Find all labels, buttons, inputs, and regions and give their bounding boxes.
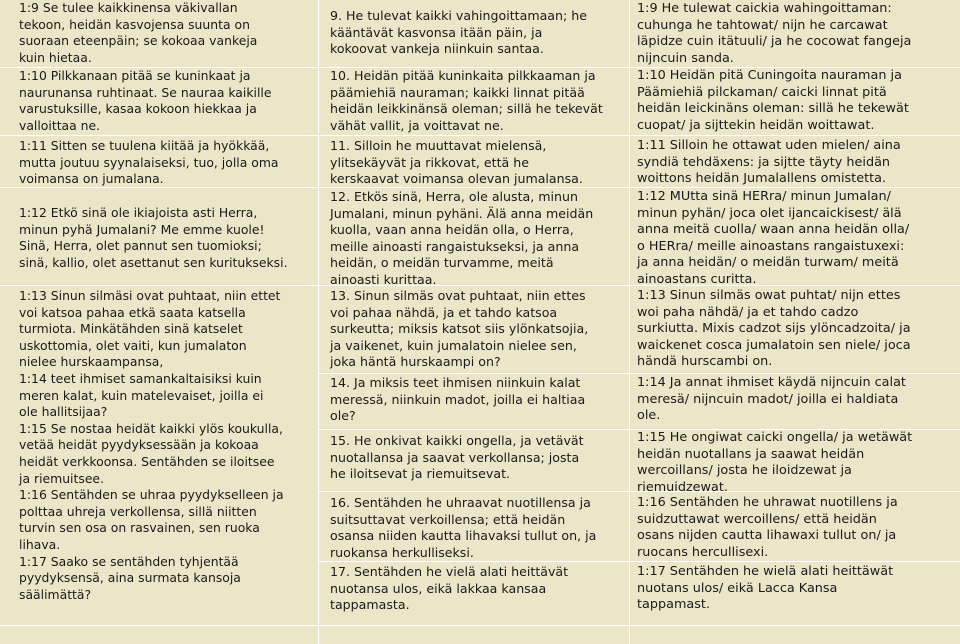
verse-cell: [630, 188, 960, 286]
verse-text: 1:10 Pilkkanaan pitää se kuninkaat ja naurunansa ruhtinaat. Se nauraa kaikille varustuksille, kasaa kokoon hiekkaa ja valloittaa ne.: [19, 68, 272, 133]
verse-text: 14. Ja miksis teet ihmisen niinkuin kalat meressä, niinkuin madot, joilla ei haltiaa ole?: [330, 375, 586, 424]
verse-text: 1:13 Sinun silmäsi ovat puhtaat, niin ettet voi katsoa pahaa etkä saata katsella turmiota. Minkätähden sinä katselet uskottomia, olet vaiti, kun jumalaton nielee hurskaampansa, 1:14 teet ihmiset samankaltaisiksi kuin meren kalat, kuin matelevaiset, joilla ei ole hallitsijaa? 1:15 Se nostaa heidät kaikki ylös koukulla, vetää heidät pyydyksessään ja kokoaa heidät verkkoonsa. Sentähden se iloitsee ja riemuitsee. 1:16 Sentähden se uhraa pyydykselleen ja polttaa uhreja verkollensa, sillä niitten turvin sen osa on rasvainen, sen ruoka lihava. 1:17 Saako se sentähden tyhjentää pyydyksensä, aina surmata kansoja säälimättä?: [19, 288, 284, 602]
verse-cell: [630, 286, 960, 374]
verse-cell: [630, 374, 960, 430]
verse-text: 1:17 Sentähden he wielä alati heittäwät nuotans ulos/ eikä Lacca Kansa tappamast.: [637, 564, 894, 613]
verse-cell: [0, 188, 318, 286]
verse-cell: [319, 374, 629, 430]
verse-cell: [319, 430, 629, 492]
verse-cell: [319, 286, 629, 374]
verse-text: 1:15 He ongiwat caicki ongella/ ja wetäwät heidän nuotallans ja saawat heidän wercoillans/ josta he iloidzewat ja riemuidzewat.: [637, 430, 913, 495]
empty-cell: [319, 626, 629, 644]
verse-cell: [0, 136, 318, 188]
verse-text: 12. Etkös sinä, Herra, ole alusta, minun Jumalani, minun pyhäni. Älä anna meidän kuolla, vaan anna heidän olla, o Herra, meille ainoasti rangaistukseksi, ja anna heidän, o meidän turvamme, meitä ainoasti kurittaa.: [330, 189, 594, 287]
verse-text: 1:9 He tulewat caickia wahingoittaman: cuhunga he tahtowat/ nijn he carcawat läpidze cuin itätuuli/ ja he cocowat fangeja nijncuin sanda.: [637, 1, 912, 66]
empty-cell: [630, 626, 960, 644]
verse-cell: [630, 430, 960, 495]
column-1642: [630, 0, 960, 644]
verse-text: 11. Silloin he muuttavat mielensä, ylitsekäyvät ja rikkovat, että he kerskaavat voimansa olevan jumalansa.: [330, 138, 583, 187]
verse-cell: [319, 68, 629, 136]
verse-cell: [319, 0, 629, 68]
verse-cell: [0, 68, 318, 136]
empty-cell: [0, 626, 318, 644]
column-1776: [319, 0, 630, 644]
verse-cell: [319, 188, 629, 286]
verse-cell: [319, 136, 629, 188]
verse-text: 1:13 Sinun silmäs owat puhtat/ nijn ettes woi paha nähdä/ ja et tahdo cadzo surkiutta. Mixis cadzot sijs ylöncadzoita/ ja waickenet cosca jumalatoin sen niele/ joca händä hurscambi on.: [637, 288, 911, 370]
verse-text: 1:9 Se tulee kaikkinensa väkivallan tekoon, heidän kasvojensa suunta on suoraan eteenpäin; se kokoaa vankeja kuin hietaa.: [19, 0, 258, 65]
verse-text: 9. He tulevat kaikki vahingoittamaan; he kääntävät kasvonsa itään päin, ja kokoovat vankeja niinkuin santaa.: [330, 8, 587, 57]
verse-cell: [0, 286, 318, 626]
verse-text: 13. Sinun silmäs ovat puhtaat, niin ettes voi pahaa nähdä, ja et tahdo katsoa surkeutta; miksis katsot siis ylönkatsojia, ja vaikenet, kuin jumalatoin nielee sen, joka häntä hurskaampi on?: [330, 288, 589, 370]
verse-text: 10. Heidän pitää kuninkaita pilkkaaman ja päämiehiä nauraman; kaikki linnat pitää heidän leikkinänsä oleman; sillä he tekevät vähät vallit, ja voittavat ne.: [330, 68, 603, 133]
verse-text: 1:12 Etkö sinä ole ikiajoista asti Herra, minun pyhä Jumalani? Me emme kuole! Sinä, Herra, olet pannut sen tuomioksi; sinä, kallio, olet asettanut sen kuritukseksi.: [19, 205, 288, 270]
verse-text: 1:10 Heidän pitä Cuningoita nauraman ja Päämiehiä pilckaman/ caicki linnat pitä heidän leickinäns oleman: sillä he tekewät cuopat/ ja sijttekin heidän woittawat.: [637, 68, 909, 133]
verse-text: 17. Sentähden he vielä alati heittävät nuotansa ulos, eikä lakkaa kansaa tappamasta.: [330, 564, 569, 613]
verse-cell: [630, 68, 960, 136]
verse-cell: [319, 492, 629, 562]
verse-text: 1:12 MUtta sinä HERra/ minun Jumalan/ minun pyhän/ joca olet ijancaickisest/ älä anna meitä cuolla/ waan anna heidän olla/ o HERra/ meille ainoastans rangaistuxexi: ja anna heidän/ o meidän turwam/ meitä ainoastans curitta.: [637, 189, 910, 287]
verse-text: 1:14 Ja annat ihmiset käydä nijncuin calat meresä/ nijncuin madot/ joilla ei haldiata ole.: [637, 375, 906, 424]
verse-text: 1:16 Sentähden he uhrawat nuotillens ja suidzuttawat wercoillens/ että heidän osans nijden cautta lihawaxi tullut on/ ja ruocans hercullisexi.: [637, 495, 898, 560]
verse-cell: [630, 562, 960, 626]
column-modern-1933: [0, 0, 319, 644]
verse-cell: [0, 0, 318, 68]
verse-cell: [630, 492, 960, 562]
verse-cell: [319, 562, 629, 626]
verse-text: 15. He onkivat kaikki ongella, ja vetävät nuotallansa ja saavat verkollansa; josta he iloitsevat ja riemuitsevat.: [330, 433, 584, 482]
verse-text: 1:11 Silloin he ottawat uden mielen/ aina syndiä tehdäxens: ja sijtte täyty heidän woittons heidän Jumalallens omistetta.: [637, 138, 901, 187]
verse-text: 1:11 Sitten se tuulena kiitää ja hyökkää, mutta joutuu syynalaiseksi, tuo, jolla oma voimansa on jumalana.: [19, 138, 279, 187]
verse-cell: [630, 136, 960, 188]
verse-cell: [630, 0, 960, 68]
verse-text: 16. Sentähden he uhraavat nuotillensa ja suitsuttavat verkoillensa; että heidän osansa niiden kautta lihavaksi tullut on, ja ruokansa herkulliseksi.: [330, 495, 597, 560]
